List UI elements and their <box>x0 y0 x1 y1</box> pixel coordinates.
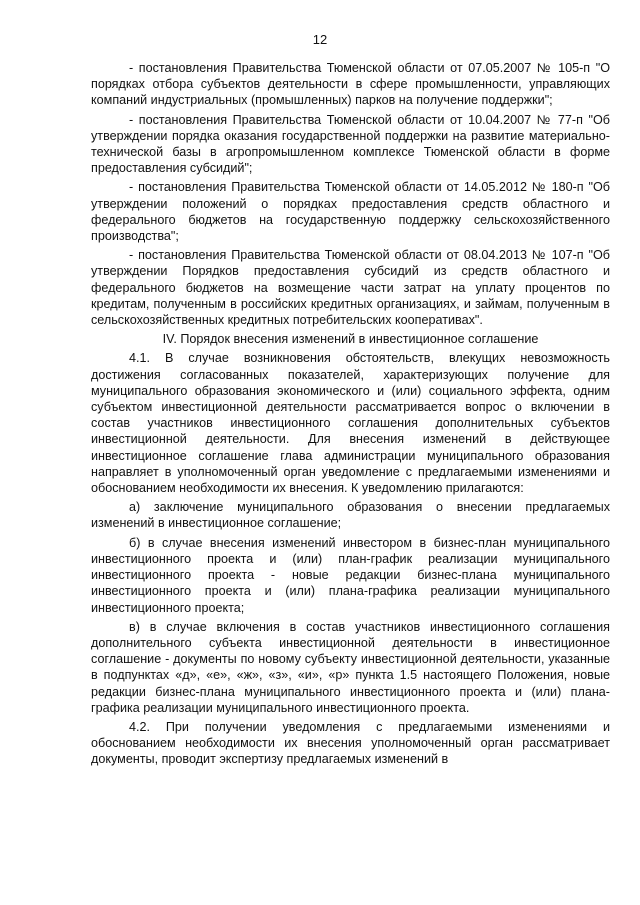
paragraph: 4.1. В случае возникновения обстоятельств, влекущих невозможность достижения согласованных показателей, характеризующих получение для муниципального образования экономического и (или) социального эффекта, одним субъектом инвестиционной деятельности рассматривается вопрос о включении в состав участников инвестиционного соглашения дополнительных субъектов инвестиционной деятельности. Для внесения изменений в действующее инвестиционное соглашение глава администрации муниципального образования направляет в уполномоченный орган уведомление с предлагаемыми изменениями и обоснованием необходимости их внесения. К уведомлению прилагаются: <box>91 351 610 496</box>
paragraph: - постановления Правительства Тюменской области от 10.04.2007 № 77-п "Об утверждении порядка оказания государственной поддержки на развитие материально-технической базы в агропромышленном комплексе Тюменской области в форме предоставления субсидий"; <box>91 112 610 176</box>
paragraph: - постановления Правительства Тюменской области от 07.05.2007 № 105-п "О порядках отбора субъектов деятельности в сфере промышленности, управляющих компаний индустриальных (промышленных) парков на получение поддержки"; <box>91 61 610 108</box>
paragraph: в) в случае включения в состав участников инвестиционного соглашения дополнительного субъекта инвестиционной деятельности в инвестиционное соглашение - документы по новому субъекту инвестиционной деятельности, указанные в подпунктах «д», «е», «ж», «з», «и», «р» пункта 1.5 настоящего Положения, новые редакции бизнес-плана муниципального инвестиционного проекта и (или) плана-графика реализации муниципального инвестиционного проекта. <box>91 619 610 715</box>
paragraph: 4.2. При получении уведомления с предлагаемыми изменениями и обоснованием необходимости их внесения уполномоченный орган рассматривает документы, проводит экспертизу предлагаемых изменений в <box>91 719 610 767</box>
paragraph: а) заключение муниципального образования о внесении предлагаемых изменений в инвестиционное соглашение; <box>91 500 610 531</box>
paragraph: - постановления Правительства Тюменской области от 14.05.2012 № 180-п "Об утверждении положений о порядках предоставления средств областного и федерального бюджетов на государственную поддержку сельскохозяйственного производства"; <box>91 180 610 244</box>
paragraph: б) в случае внесения изменений инвестором в бизнес-план муниципального инвестиционного проекта и (или) план-график реализации муниципального инвестиционного проекта - новые редакции бизнес-плана муниципального инвестиционного проекта и (или) плана-графика реализации муниципального инвестиционного проекта; <box>91 535 610 615</box>
section-heading: IV. Порядок внесения изменений в инвестиционное соглашение <box>162 332 539 347</box>
page-number: 12 <box>312 32 328 47</box>
document-body <box>91 60 610 768</box>
paragraph: - постановления Правительства Тюменской области от 08.04.2013 № 107-п "Об утверждении Порядков предоставления субсидий из средств областного и федерального бюджетов на возмещение части затрат на уплату процентов по кредитам, полученным в российских кредитных организациях, и займам, полученным в сельскохозяйственных кредитных потребительских кооперативах". <box>91 248 610 328</box>
